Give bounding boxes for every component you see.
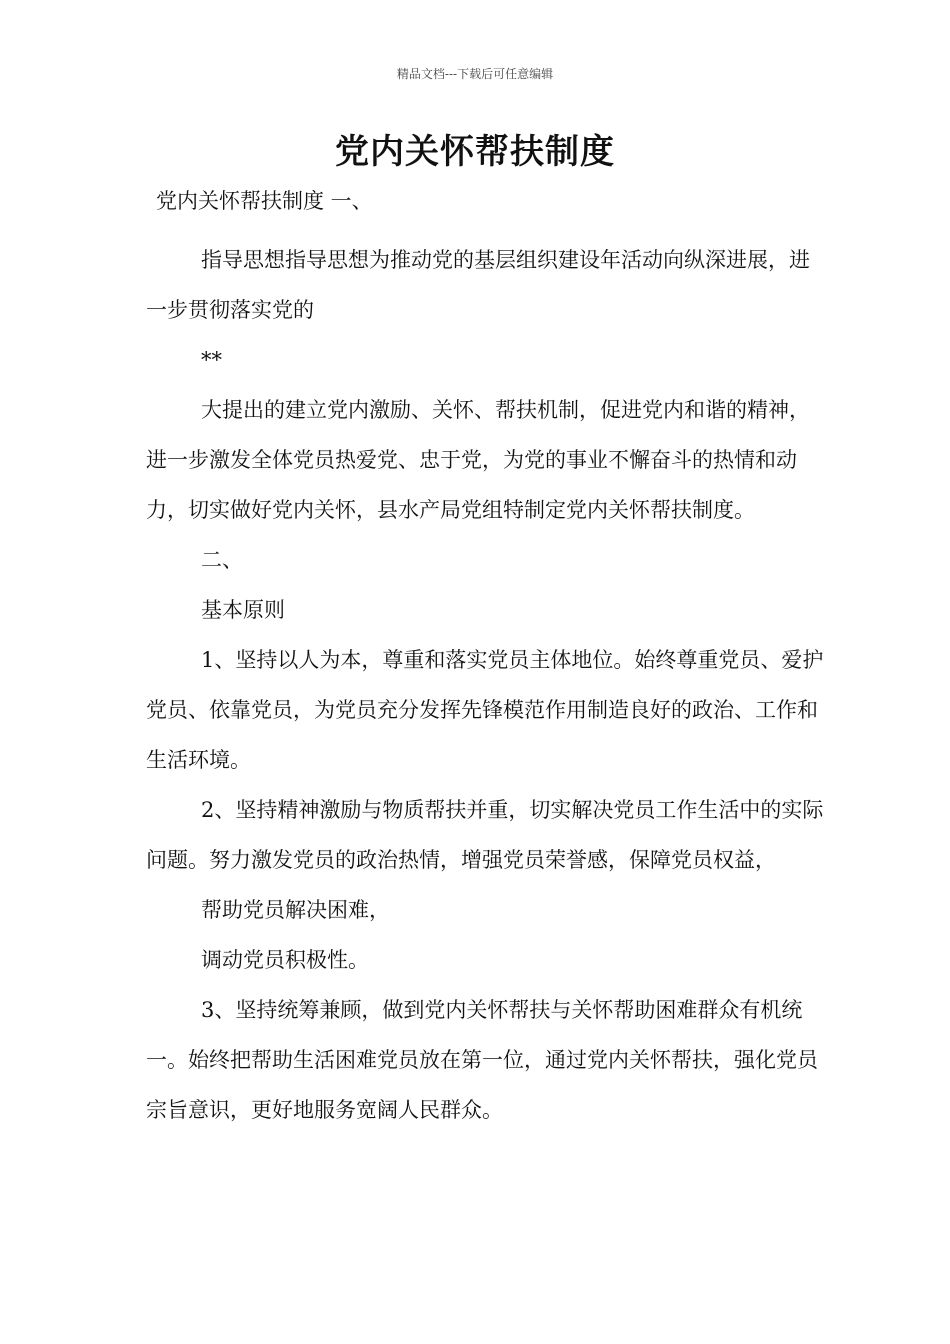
header-note: 精品文档---下载后可任意编辑 [396, 67, 554, 81]
paragraph: 调动党员积极性。 [201, 948, 369, 972]
paragraph: 帮助党员解决困难， [201, 898, 390, 922]
document-title: 党内关怀帮扶制度 [335, 132, 615, 172]
paragraph: 大提出的建立党内激励、关怀、帮扶机制，促进党内和谐的精神，进一步激发全体党员热爱党、忠于党，为党的事业不懈奋斗的热情和动力，切实做好党内关怀，县水产局党组特制定党内关怀帮扶制度。 [146, 398, 810, 522]
paragraph: 指导思想指导思想为推动党的基层组织建设年活动向纵深进展，进一步贯彻落实党的 [146, 248, 810, 322]
paragraph: 1、坚持以人为本，尊重和落实党员主体地位。始终尊重党员、爱护党员、依靠党员，为党员充分发挥先锋模范作用制造良好的政治、工作和生活环境。 [146, 648, 824, 772]
paragraph: 3、坚持统筹兼顾，做到党内关怀帮扶与关怀帮助困难群众有机统一。始终把帮助生活困难党员放在第一位，通过党内关怀帮扶，强化党员宗旨意识，更好地服务宽阔人民群众。 [146, 998, 818, 1122]
paragraph: 2、坚持精神激励与物质帮扶并重，切实解决党员工作生活中的实际问题。努力激发党员的政治热情，增强党员荣誉感，保障党员权益， [146, 798, 824, 872]
section-heading: 基本原则 [201, 598, 285, 622]
paragraph: ** [201, 348, 222, 372]
document-subtitle: 党内关怀帮扶制度 一、 [156, 189, 373, 213]
section-number: 二、 [201, 548, 243, 572]
document-body [146, 184, 826, 1135]
